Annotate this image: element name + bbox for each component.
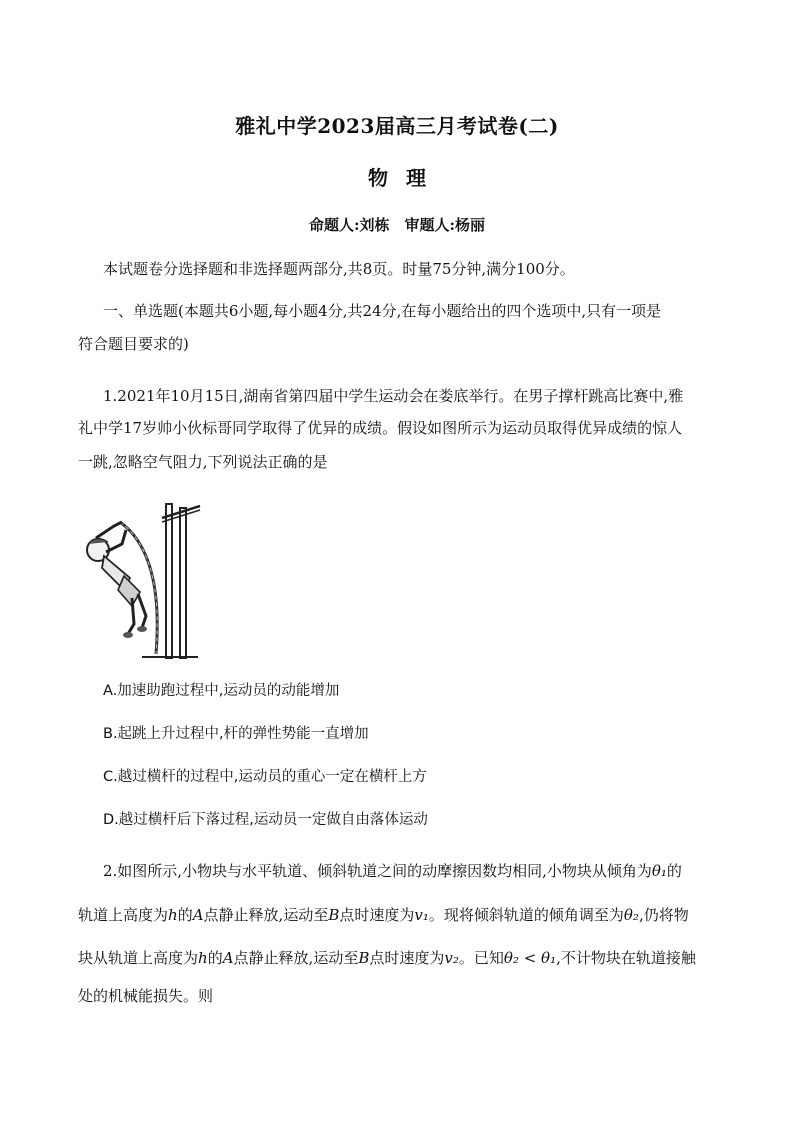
- q1-line3: 一跳,忽略空气阻力,下列说法正确的是: [78, 453, 328, 471]
- option-a: A.加速助跑过程中,运动员的动能增加: [103, 683, 340, 699]
- section1-heading-line2: 符合题目要求的): [78, 335, 189, 353]
- q1-line2: 礼中学17岁帅小伙标哥同学取得了优异的成绩。假设如图所示为运动员取得优异成绩的惊人: [78, 419, 683, 437]
- a-symbol: A: [222, 949, 234, 967]
- pole-vault-figure: [76, 494, 206, 660]
- q1-line1: 1.2021年10月15日,湖南省第四届中学生运动会在娄底举行。在男子撑杆跳高比赛中,雅: [103, 387, 684, 405]
- q2-line2: [78, 905, 689, 925]
- h-symbol: h: [168, 906, 178, 924]
- b-symbol: B: [328, 906, 340, 924]
- angle-condition: θ₂ < θ₁: [503, 949, 557, 967]
- section1-heading-line1: 一、单选题(本题共6小题,每小题4分,共24分,在每小题给出的四个选项中,只有一项是: [103, 302, 662, 320]
- q2-text: 的: [666, 862, 682, 880]
- theta1-symbol: θ₁: [651, 862, 667, 880]
- exam-title: 雅礼中学2023届高三月考试卷(二): [235, 114, 559, 138]
- q2-text: 的: [177, 906, 193, 924]
- q2-text: 2.如图所示,小物块与水平轨道、倾斜轨道之间的动摩擦因数均相同,小物块从倾角为: [103, 862, 652, 880]
- q2-text: 点时速度为: [369, 949, 445, 967]
- option-c: C.越过横杆的过程中,运动员的重心一定在横杆上方: [103, 769, 427, 785]
- q2-text: 的: [207, 949, 223, 967]
- v2-symbol: v₂: [444, 949, 459, 967]
- q2-line3: [78, 948, 696, 968]
- b-symbol: B: [358, 949, 370, 967]
- q2-text: ,不计物块在轨道接触: [556, 949, 696, 967]
- option-d: D.越过横杆后下落过程,运动员一定做自由落体运动: [103, 812, 428, 828]
- h-symbol: h: [198, 949, 208, 967]
- q2-line1: [103, 861, 682, 881]
- q2-text: ,仍将物: [638, 906, 689, 924]
- subject-title: 物理: [368, 166, 444, 190]
- q2-text: 块从轨道上高度为: [78, 949, 199, 967]
- intro-text: 本试题卷分选择题和非选择题两部分,共8页。时量75分钟,满分100分。: [103, 260, 575, 278]
- q2-text: 。现将倾斜轨道的倾角调至为: [428, 906, 624, 924]
- a-symbol: A: [192, 906, 204, 924]
- q2-text: 。已知: [458, 949, 504, 967]
- q2-text: 点时速度为: [339, 906, 415, 924]
- q2-text: 点静止释放,运动至: [203, 906, 329, 924]
- authors-line: 命题人:刘栋 审题人:杨丽: [308, 216, 486, 234]
- q2-text: 点静止释放,运动至: [233, 949, 359, 967]
- q2-text: 轨道上高度为: [78, 906, 169, 924]
- theta2-symbol: θ₂: [623, 906, 639, 924]
- v1-symbol: v₁: [414, 906, 429, 924]
- q2-line4: 处的机械能损失。则: [78, 987, 214, 1005]
- option-b: B.起跳上升过程中,杆的弹性势能一直增加: [103, 726, 369, 742]
